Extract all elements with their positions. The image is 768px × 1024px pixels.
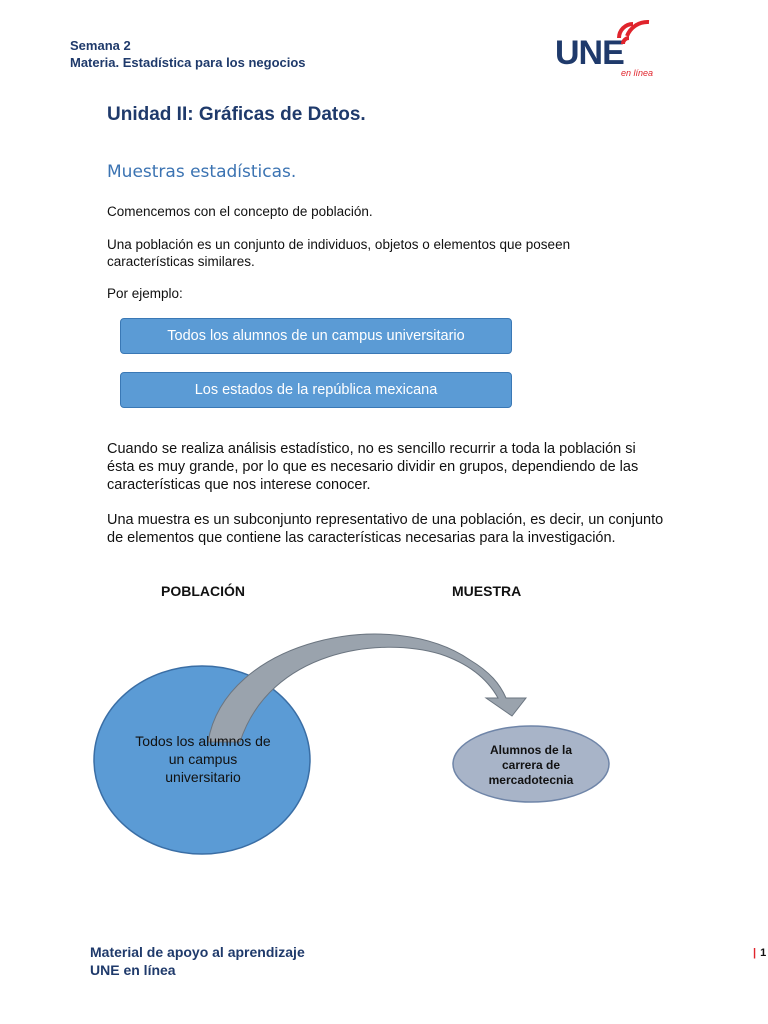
- sample-text: Alumnos de la carrera de mercadotecnia: [488, 743, 574, 787]
- une-logo: [555, 14, 660, 80]
- footer-line-1: Material de apoyo al aprendizaje: [90, 944, 305, 960]
- page-number-value: 1: [760, 947, 767, 959]
- page-number: [753, 947, 766, 959]
- logo-tagline: en línea: [621, 68, 654, 78]
- page-number-divider: |: [753, 947, 757, 959]
- week-label: Semana 2: [70, 38, 131, 53]
- section-heading: Muestras estadísticas.: [107, 162, 297, 182]
- paragraph-2: Una población es un conjunto de individuos, objetos o elementos que poseen características similares.: [107, 237, 571, 269]
- population-sample-diagram: [0, 600, 768, 860]
- signal-waves-icon: [617, 14, 659, 50]
- sample-heading: MUESTRA: [452, 583, 522, 599]
- paragraph-3: Por ejemplo:: [107, 286, 183, 301]
- paragraph-4: Cuando se realiza análisis estadístico, no es sencillo recurrir a toda la población si ésta es muy grande, por lo que es necesario dividir en grupos, dependiendo de las características que nos interese conocer.: [107, 441, 639, 493]
- paragraph-1: Comencemos con el concepto de población.: [107, 204, 373, 219]
- population-heading: POBLACIÓN: [161, 583, 245, 599]
- page-title: Unidad II: Gráficas de Datos.: [107, 104, 366, 125]
- example-box-students: Todos los alumnos de un campus universitario: [120, 318, 512, 354]
- footer-line-2: UNE en línea: [90, 962, 176, 978]
- subject-label: Materia. Estadística para los negocios: [70, 55, 306, 70]
- logo-text: UNE: [555, 34, 624, 72]
- paragraph-5: Una muestra es un subconjunto representativo de una población, es decir, un conjunto de elementos que contiene las características necesarias para la investigación.: [107, 512, 664, 546]
- example-box-states: Los estados de la república mexicana: [120, 372, 512, 408]
- population-text: Todos los alumnos de un campus universitario: [135, 733, 271, 785]
